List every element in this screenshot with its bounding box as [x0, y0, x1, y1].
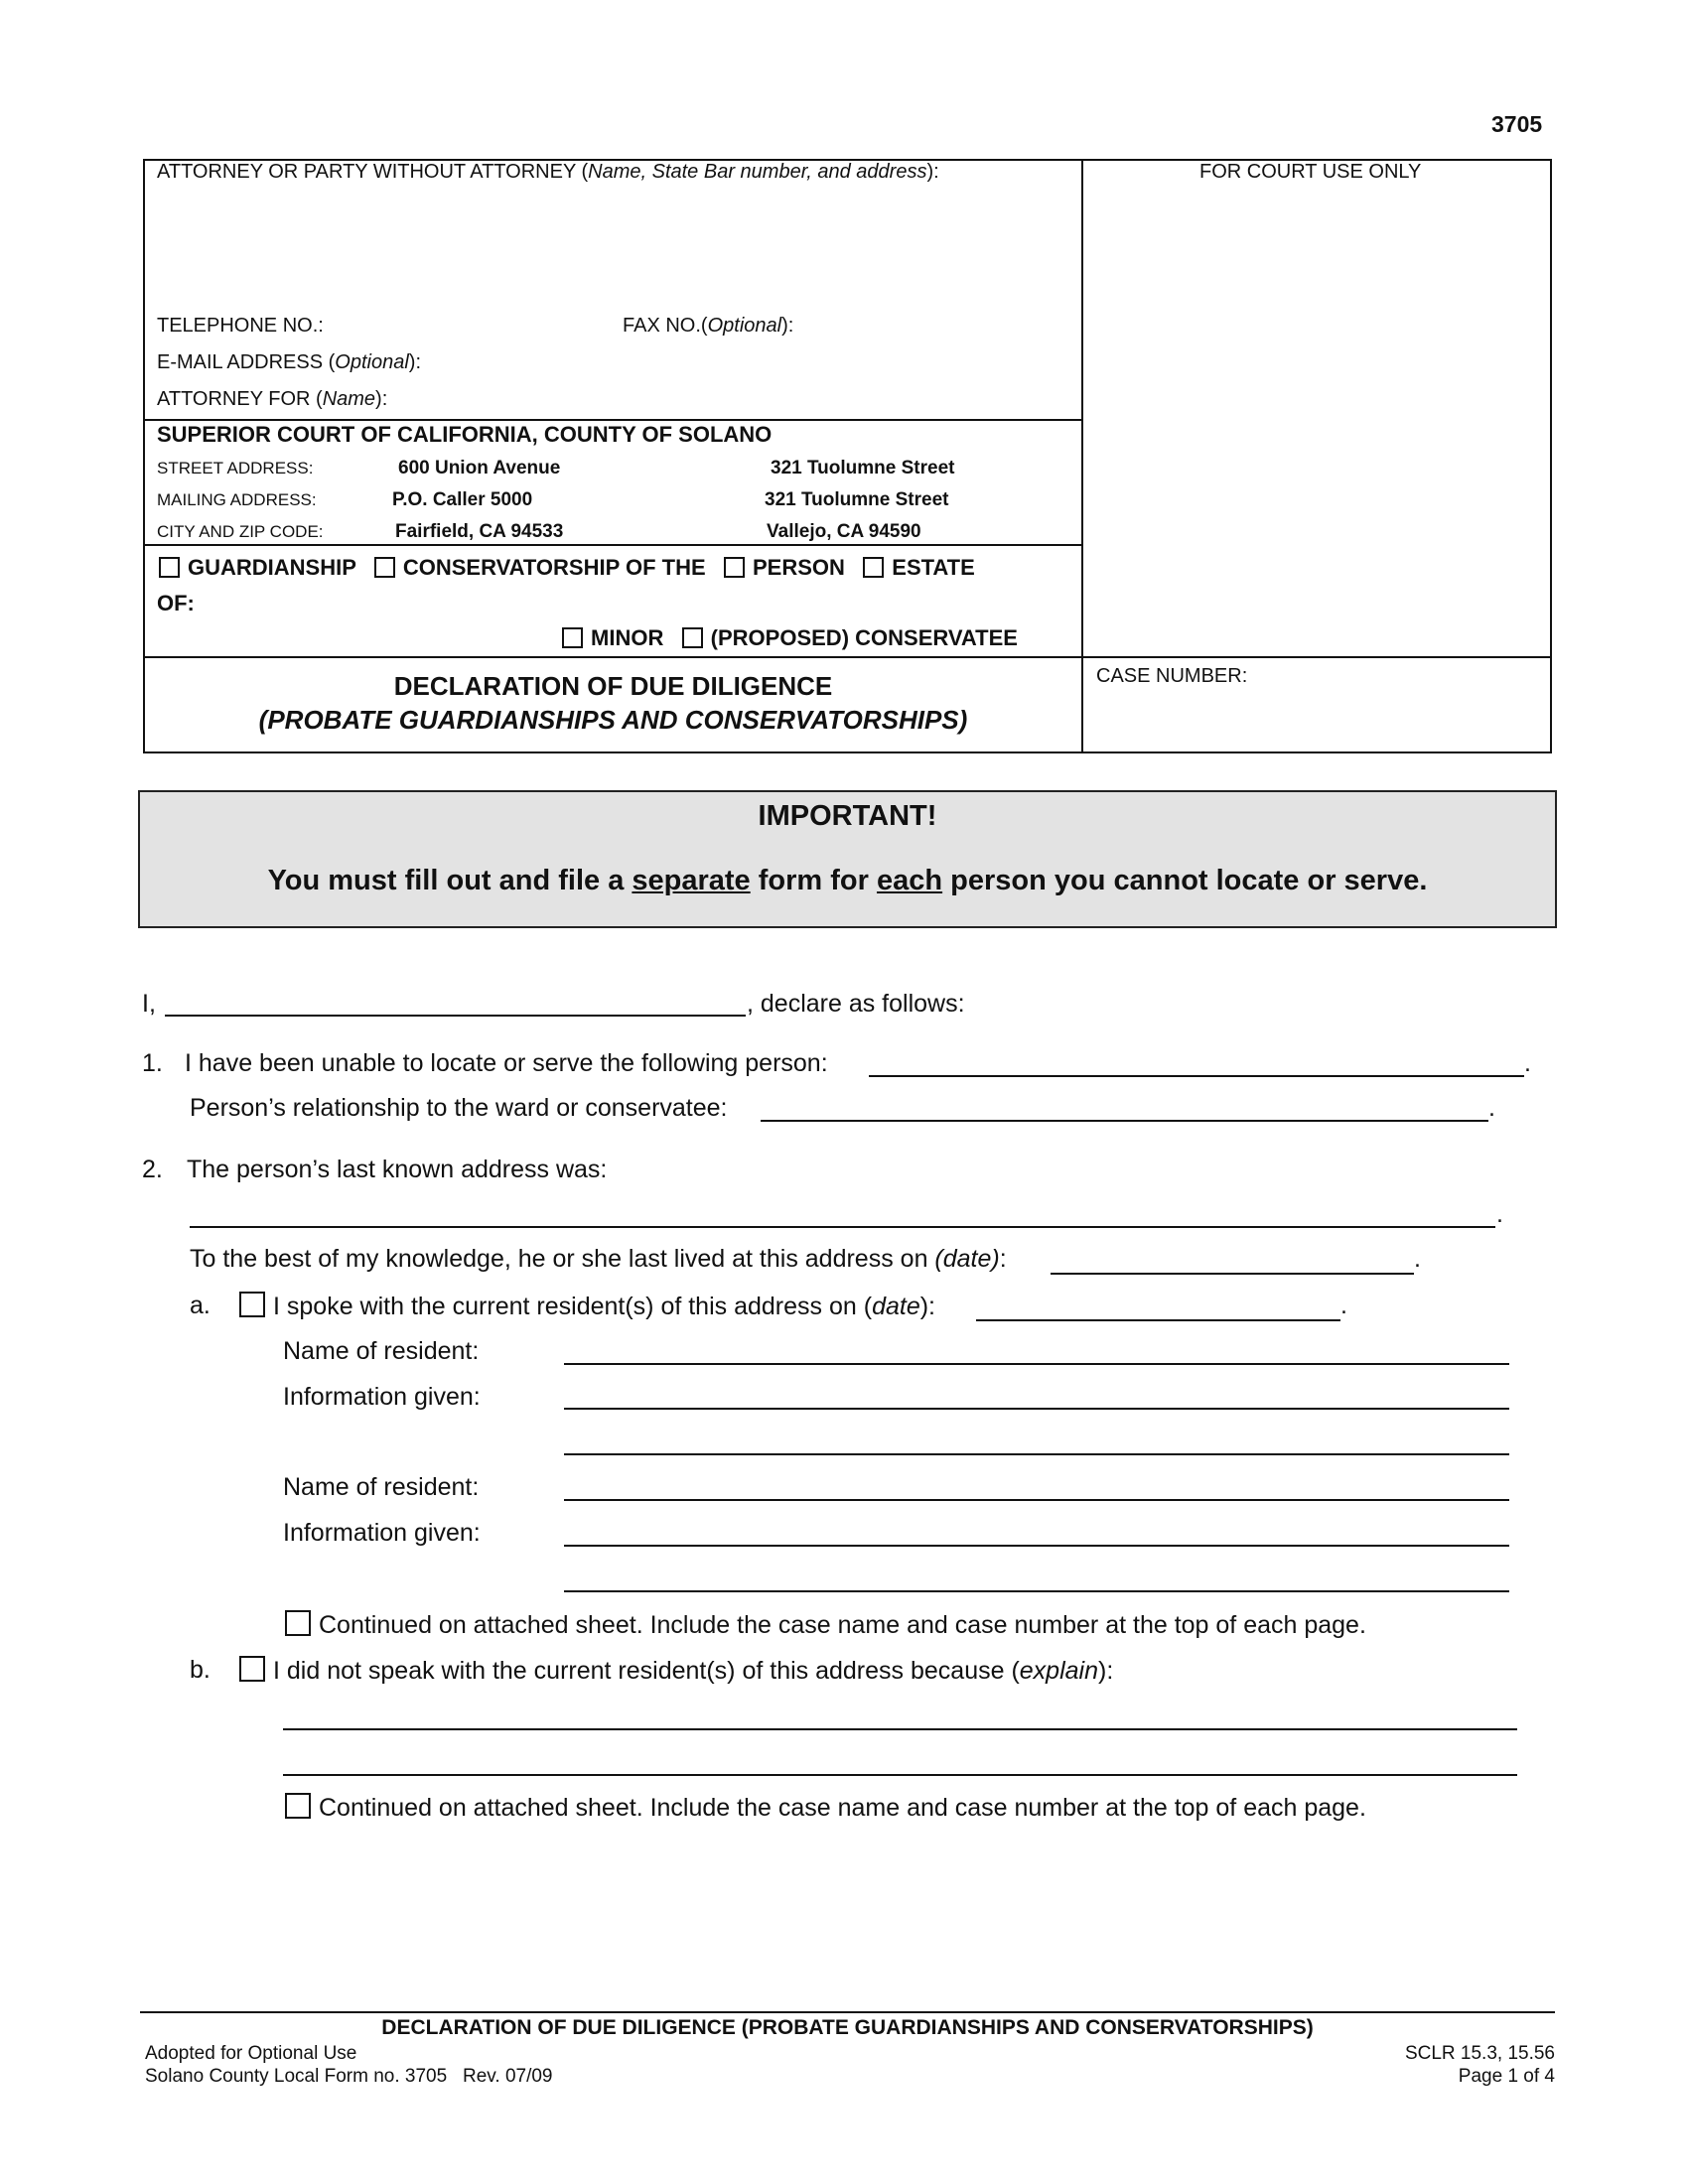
spoke-period: .	[1340, 1292, 1347, 1319]
fax-label: FAX NO.(Optional):	[623, 315, 794, 337]
important-text: You must fill out and file a separate form for each person you cannot locate or serve.	[267, 865, 1428, 896]
mailing-1: P.O. Caller 5000	[392, 489, 533, 510]
caption-divider	[1081, 159, 1083, 753]
resident-name-input-1[interactable]	[564, 1363, 1509, 1365]
important-heading: IMPORTANT!	[758, 800, 937, 832]
address-period: .	[1496, 1200, 1503, 1228]
continued-a-row: Continued on attached sheet. Include the case name and case number at the top of each page.	[285, 1610, 1366, 1640]
court-name: SUPERIOR COURT OF CALIFORNIA, COUNTY OF SOLANO	[157, 422, 773, 447]
footer-rule	[140, 2011, 1555, 2013]
item-a-label: a.	[190, 1292, 211, 1319]
mailing-label: MAILING ADDRESS:	[157, 490, 317, 509]
did-not-speak-checkbox[interactable]	[239, 1656, 265, 1682]
street-2: 321 Tuolumne Street	[771, 458, 955, 478]
street-label: STREET ADDRESS:	[157, 459, 314, 478]
continued-b-checkbox[interactable]	[285, 1793, 311, 1819]
minor-checkbox[interactable]: MINOR	[562, 625, 663, 650]
info-given-input-1a[interactable]	[564, 1408, 1509, 1410]
resident-name-label-1: Name of resident:	[283, 1337, 480, 1365]
explain-input-2[interactable]	[283, 1774, 1517, 1776]
item-b-row: I did not speak with the current resident(s) of this address because (explain):	[239, 1656, 1113, 1686]
footer-adopted: Adopted for Optional Use	[145, 2043, 357, 2064]
proposed-conservatee-checkbox[interactable]: (PROPOSED) CONSERVATEE	[682, 625, 1018, 650]
info-given-label-1: Information given:	[283, 1383, 481, 1411]
telephone-label: TELEPHONE NO.:	[157, 315, 324, 337]
explain-input-1[interactable]	[283, 1728, 1517, 1730]
form-number: 3705	[1491, 111, 1543, 137]
info-given-input-2b[interactable]	[564, 1590, 1509, 1592]
email-label: E-MAIL ADDRESS (Optional):	[157, 351, 422, 373]
item-a-row: I spoke with the current resident(s) of this address on (date):	[239, 1292, 935, 1321]
footer-page: Page 1 of 4	[1458, 2066, 1555, 2087]
case-type-row	[159, 555, 975, 581]
spoke-checkbox[interactable]	[239, 1292, 265, 1317]
continued-a-checkbox[interactable]	[285, 1610, 311, 1636]
item2-text: The person’s last known address was:	[187, 1156, 608, 1183]
person-checkbox[interactable]: PERSON	[724, 555, 845, 580]
last-address-input[interactable]	[190, 1226, 1495, 1228]
of-label: OF:	[157, 591, 195, 615]
attorney-for-label: ATTORNEY FOR (Name):	[157, 388, 388, 410]
footer-title: DECLARATION OF DUE DILIGENCE (PROBATE GUARDIANSHIPS AND CONSERVATORSHIPS)	[381, 2016, 1314, 2039]
declare-prefix: I,	[142, 990, 156, 1018]
title-divider	[143, 656, 1552, 658]
resident-name-input-2[interactable]	[564, 1499, 1509, 1501]
declare-suffix: , declare as follows:	[747, 990, 965, 1018]
relationship-label: Person’s relationship to the ward or conservatee:	[190, 1094, 728, 1122]
form-title: DECLARATION OF DUE DILIGENCE	[393, 671, 833, 701]
city-1: Fairfield, CA 94533	[395, 521, 564, 542]
item1-period: .	[1524, 1049, 1531, 1077]
person-name-input[interactable]	[869, 1075, 1524, 1077]
footer-local-form: Solano County Local Form no. 3705 Rev. 07/09	[145, 2066, 553, 2087]
attorney-label: ATTORNEY OR PARTY WITHOUT ATTORNEY (Name, State Bar number, and address):	[157, 161, 939, 183]
estate-checkbox[interactable]: ESTATE	[863, 555, 975, 580]
court-section-divider	[143, 419, 1083, 421]
item1-text: I have been unable to locate or serve the following person:	[185, 1049, 828, 1077]
lived-date-input[interactable]	[1051, 1273, 1414, 1275]
court-use-label: FOR COURT USE ONLY	[1199, 161, 1422, 183]
declarant-name-input[interactable]	[165, 1015, 746, 1017]
street-1: 600 Union Avenue	[398, 458, 561, 478]
info-given-input-1b[interactable]	[564, 1453, 1509, 1455]
lived-period: .	[1414, 1245, 1421, 1273]
info-given-input-2a[interactable]	[564, 1545, 1509, 1547]
conservatorship-checkbox[interactable]: CONSERVATORSHIP OF THE	[374, 555, 706, 580]
spoke-date-input[interactable]	[976, 1319, 1340, 1321]
lived-label: To the best of my knowledge, he or she last lived at this address on (date):	[190, 1245, 1007, 1273]
relationship-input[interactable]	[761, 1120, 1488, 1122]
guardianship-checkbox[interactable]: GUARDIANSHIP	[159, 555, 356, 580]
resident-name-label-2: Name of resident:	[283, 1473, 480, 1501]
case-number-input[interactable]	[1096, 695, 1533, 745]
case-type-divider	[143, 544, 1083, 546]
relationship-period: .	[1488, 1094, 1495, 1122]
item-b-label: b.	[190, 1656, 211, 1684]
conservatee-row	[562, 625, 1018, 651]
city-label: CITY AND ZIP CODE:	[157, 522, 324, 541]
mailing-2: 321 Tuolumne Street	[765, 489, 949, 510]
continued-b-row: Continued on attached sheet. Include the case name and case number at the top of each page.	[285, 1793, 1366, 1823]
case-number-label: CASE NUMBER:	[1096, 665, 1248, 687]
item1-number: 1.	[142, 1049, 163, 1077]
item2-number: 2.	[142, 1156, 163, 1183]
info-given-label-2: Information given:	[283, 1519, 481, 1547]
city-2: Vallejo, CA 94590	[767, 521, 921, 542]
attorney-input[interactable]	[157, 191, 1060, 310]
form-subtitle: (PROBATE GUARDIANSHIPS AND CONSERVATORSHIPS)	[258, 705, 968, 735]
footer-rules: SCLR 15.3, 15.56	[1404, 2043, 1555, 2064]
